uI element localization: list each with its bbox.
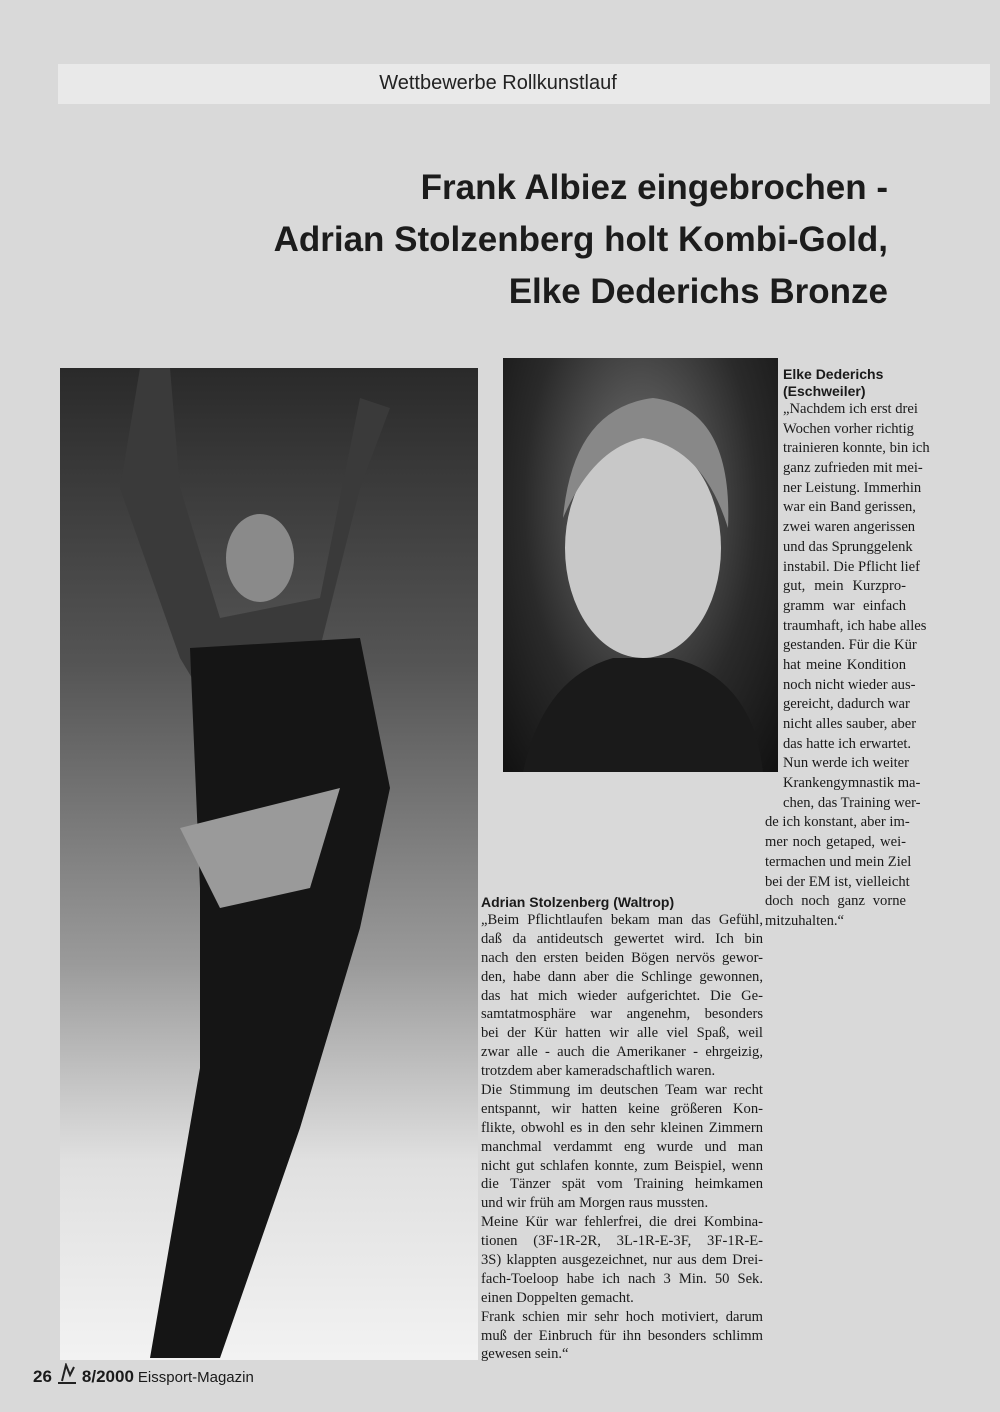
text-line: „Beim Pflichtlaufen bekam man das Gefühl, — [481, 912, 763, 928]
quote-heading: Adrian Stolzenberg (Waltrop) — [481, 894, 675, 910]
issue-number: 8/2000 — [81, 1367, 134, 1386]
text-line: „Nachdem ich erst drei — [783, 401, 918, 417]
text-line: mitzuhalten.“ — [765, 912, 845, 929]
headline-line: Elke Dederichs Bronze — [508, 272, 888, 311]
text-line: und wir früh am Morgen raus mussten. — [481, 1195, 709, 1212]
headline-line: Adrian Stolzenberg holt Kombi-Gold, — [273, 220, 888, 259]
magazine-name: Eissport-Magazin — [137, 1368, 254, 1386]
article-headline — [274, 162, 888, 318]
text-line: chen, das Training wer- — [783, 794, 921, 811]
section-rubric: Wettbewerbe Rollkunstlauf — [379, 72, 617, 94]
text-line: gereicht, dadurch war — [783, 696, 910, 713]
text-line: nach den ersten beiden Bögen nervös gewor- — [481, 949, 763, 966]
text-line: Krankengymnastik ma- — [783, 775, 921, 792]
text-line: gewesen sein.“ — [481, 1346, 569, 1363]
text-line: war ein Band gerissen, — [783, 499, 916, 516]
text-line: manchmal verdammt eng wurde und man — [481, 1138, 763, 1155]
page-number: 26 — [33, 1367, 52, 1386]
text-line: doch noch ganz vorne — [765, 893, 906, 910]
text-line: instabil. Die Pflicht lief — [783, 558, 920, 575]
text-line: zwei waren angerissen — [783, 519, 916, 536]
text-line: tionen (3F-1R-2R, 3L-1R-E-3F, 3F-1R-E- — [481, 1233, 763, 1250]
text-line: hat meine Kondition — [783, 656, 906, 673]
headline-line: Frank Albiez eingebrochen - — [420, 168, 888, 207]
text-line: trotzdem aber kameradschaftlich waren. — [481, 1063, 716, 1080]
text-line: Frank schien mir sehr hoch motiviert, darum — [481, 1308, 763, 1325]
elke-dederichs-portrait — [503, 358, 778, 772]
page-footer — [33, 1363, 254, 1391]
magazine-logo-icon — [56, 1363, 78, 1391]
adrian-quote-column — [481, 894, 763, 1364]
text-line: bei der Kür hatten wir alle viel Spaß, weil — [481, 1025, 763, 1042]
text-line: das hat mich wieder aufgerichtet. Die Ge- — [481, 987, 763, 1004]
quote-speaker-origin: (Eschweiler) — [783, 383, 866, 399]
text-line: termachen und mein Ziel — [765, 853, 912, 870]
text-line: Meine Kür war fehlerfrei, die drei Kombina- — [481, 1214, 763, 1231]
text-line: noch nicht wieder aus- — [783, 676, 916, 693]
text-line: Wochen vorher richtig — [783, 420, 914, 437]
text-line: die Tänzer spät vom Training heimkamen — [481, 1176, 763, 1193]
quote-speaker-name: Elke Dederichs — [783, 366, 884, 382]
text-line: de ich konstant, aber im- — [765, 814, 910, 831]
text-line: einen Doppelten gemacht. — [481, 1289, 634, 1306]
text-line: daß da antideutsch gewertet wird. Ich bin — [481, 930, 763, 947]
text-line: Nun werde ich weiter — [783, 755, 910, 772]
text-line: gut, mein Kurzpro- — [783, 578, 906, 595]
skater-photo — [60, 368, 478, 1360]
text-line: ganz zufrieden mit mei- — [783, 460, 923, 477]
text-line: samtatmosphäre war angenehm, besonders — [481, 1006, 763, 1023]
text-line: gramm war einfach — [783, 597, 906, 614]
text-line: den, habe dann aber die Schlinge gewonnen, — [481, 968, 763, 985]
text-line: zwar alle - auch die Amerikaner - ehrgeizig, — [481, 1044, 763, 1061]
text-line: Die Stimmung im deutschen Team war recht — [481, 1082, 763, 1099]
text-line: flikte, obwohl es in den sehr kleinen Zimmern — [481, 1119, 763, 1136]
text-line: fach-Toeloop habe ich nach 3 Min. 50 Sek. — [481, 1270, 763, 1287]
text-line: 3S) klappten ausgezeichnet, nur aus dem Drei- — [481, 1252, 763, 1269]
text-line: entspannt, wir hatten keine größeren Kon- — [481, 1100, 763, 1117]
text-line: muß der Einbruch für ihn besonders schlimm — [481, 1327, 763, 1344]
text-line: trainieren konnte, bin ich — [783, 440, 930, 457]
text-line: ner Leistung. Immerhin — [783, 479, 922, 496]
text-line: mer noch getaped, wei- — [765, 834, 906, 851]
text-line: nicht gut schlafen konnte, zum Beispiel, wenn — [481, 1157, 763, 1174]
text-line: und das Sprunggelenk — [783, 538, 913, 555]
text-line: traumhaft, ich habe alles — [783, 617, 927, 634]
text-line: gestanden. Für die Kür — [783, 637, 917, 654]
text-line: bei der EM ist, vielleicht — [765, 873, 910, 890]
elke-quote-column — [765, 366, 930, 932]
text-line: nicht alles sauber, aber — [783, 716, 917, 732]
text-line: das hatte ich erwartet. — [783, 735, 912, 752]
